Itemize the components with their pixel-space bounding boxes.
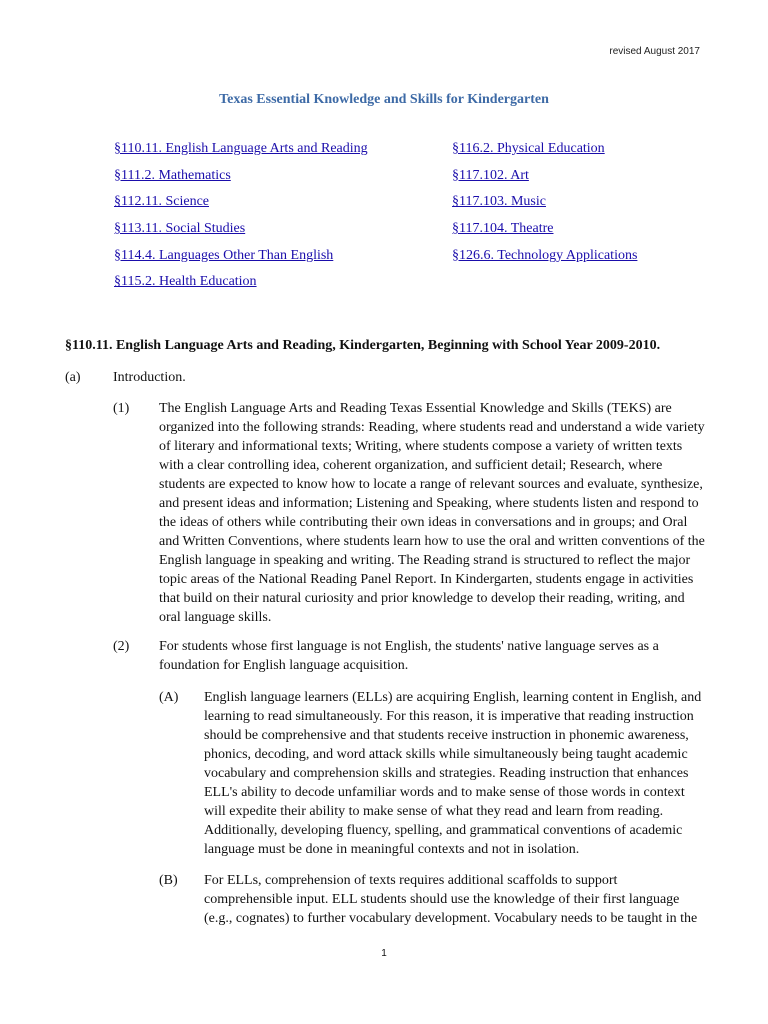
toc-link-art[interactable]: §117.102. Art bbox=[452, 167, 529, 183]
document-title: Texas Essential Knowledge and Skills for Kindergarten bbox=[219, 92, 549, 107]
toc-link-mathematics[interactable]: §111.2. Mathematics bbox=[114, 167, 231, 183]
paragraph-2-text: For students whose first language is not English, the students' native language serves as a foundation for English language acquisition. bbox=[159, 639, 659, 673]
toc-link-science[interactable]: §112.11. Science bbox=[114, 194, 209, 210]
toc-link-physical-education[interactable]: §116.2. Physical Education bbox=[452, 141, 605, 156]
toc-link-theatre[interactable]: §117.104. Theatre bbox=[452, 221, 554, 237]
toc-link-health[interactable]: §115.2. Health Education bbox=[114, 274, 257, 290]
item-a-text: English language learners (ELLs) are acquiring English, learning content in English, and learning to read simultaneously. For this reason, it is imperative that reading instruction should be comprehensive and that students receive instruction in phonemic awareness, phonics, decoding, and word attack skills while simultaneously being taught academic vocabulary and comprehension skills and strategies. Reading instruction that enhances ELL's ability to decode unfamiliar words and to make sense of those words in context will expedite their ability to make sense of what they read and learn from reading. Additionally, developing fluency, spelling, and grammatical conventions of academic language must be done in meaningful contexts and not in isolation. bbox=[204, 690, 702, 857]
paragraph-2-marker: (2) bbox=[113, 639, 130, 654]
toc-link-lote[interactable]: §114.4. Languages Other Than English bbox=[114, 247, 334, 263]
item-b-marker: (B) bbox=[159, 873, 178, 888]
toc-link-music[interactable]: §117.103. Music bbox=[452, 194, 546, 210]
toc-link-ela[interactable]: §110.11. English Language Arts and Reading bbox=[114, 141, 368, 156]
page-number: 1 bbox=[381, 948, 387, 959]
revised-date: revised August 2017 bbox=[609, 46, 700, 57]
item-a-marker: (A) bbox=[159, 690, 179, 705]
section-heading: §110.11. English Language Arts and Reading, Kindergarten, Beginning with School Year 2009-2010. bbox=[65, 338, 661, 353]
subsection-a-title: Introduction. bbox=[113, 370, 186, 385]
toc-link-technology[interactable]: §126.6. Technology Applications bbox=[452, 247, 638, 263]
toc-right-column bbox=[452, 140, 637, 273]
toc-link-social-studies[interactable]: §113.11. Social Studies bbox=[114, 221, 246, 237]
item-b-text: For ELLs, comprehension of texts requires additional scaffolds to support comprehensible input. ELL students should use the knowledge of their first language (e.g., cognates) to further vocabulary development. Vocabulary needs to be taught in the bbox=[204, 873, 698, 926]
subsection-a-marker: (a) bbox=[65, 370, 81, 385]
paragraph-1-text: The English Language Arts and Reading Texas Essential Knowledge and Skills (TEKS) are organized into the following strands: Reading, where students read and understand a wide variety of literary and informational texts; Writing, where students compose a variety of written texts with a clear controlling idea, coherent organization, and sufficient detail; Research, where students are expected to know how to locate a range of relevant sources and evaluate, synthesize, and present ideas and information; Listening and Speaking, where students listen and respond to the ideas of others while contributing their own ideas in conversations and in groups; and Oral and Written Conventions, where students learn how to use the oral and written conventions of the English language in speaking and writing. The Reading strand is structured to reflect the major topic areas of the National Reading Panel Report. In Kindergarten, students engage in activities that build on their natural curiosity and prior knowledge to develop their reading, writing, and oral language skills. bbox=[159, 401, 705, 625]
paragraph-1-marker: (1) bbox=[113, 401, 130, 416]
toc-left-column bbox=[114, 140, 368, 300]
